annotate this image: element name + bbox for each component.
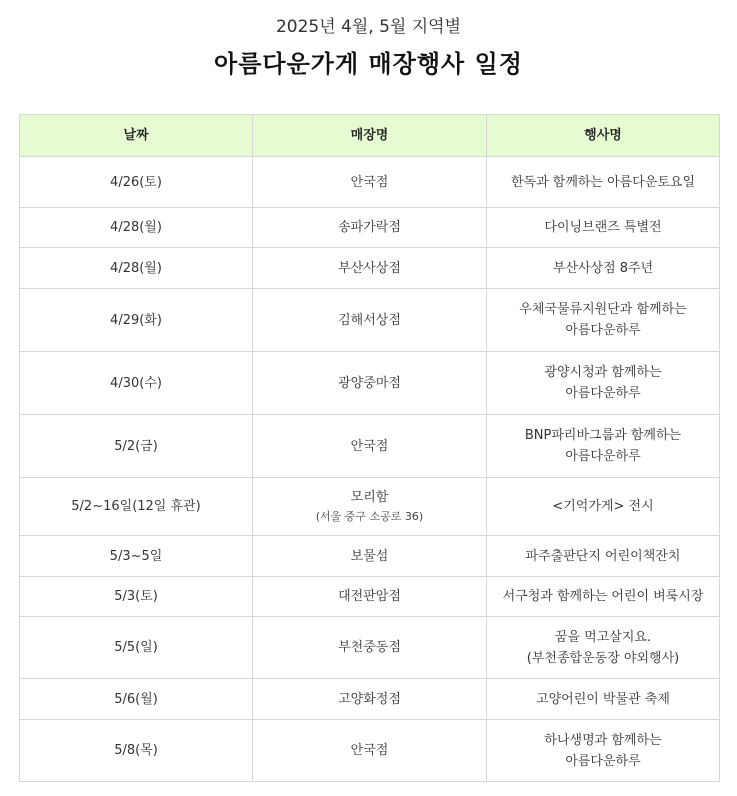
table-row — [20, 679, 720, 720]
table-row — [20, 478, 720, 536]
cell-event — [487, 208, 720, 248]
cell-date: 5/2~16일(12일 휴관) — [20, 478, 253, 536]
store-name: 광양중마점 — [338, 375, 401, 391]
schedule-table — [19, 114, 720, 782]
table-row — [20, 157, 720, 208]
table-header-row — [20, 115, 720, 157]
cell-store — [253, 720, 487, 782]
cell-date: 4/28(월) — [20, 248, 253, 289]
event-name-line1: 꿈을 먹고살지요. — [554, 629, 652, 645]
event-name-line1: 광양시청과 함께하는 — [544, 365, 662, 380]
cell-date: 5/3~5일 — [20, 536, 253, 577]
event-name-line1: 서구청과 함께하는 어린이 벼룩시장 — [502, 589, 704, 604]
cell-date: 5/8(목) — [20, 720, 253, 782]
cell-store — [253, 208, 487, 248]
event-name-line2: 아름다운하루 — [565, 323, 641, 338]
store-address: (서울 중구 소공로 36) — [315, 510, 424, 523]
table-row — [20, 289, 720, 352]
cell-date: 4/30(수) — [20, 352, 253, 415]
cell-store — [253, 352, 487, 415]
table-row — [20, 720, 720, 782]
table-row — [20, 577, 720, 617]
store-name: 고양화정점 — [338, 691, 401, 707]
cell-event — [487, 679, 720, 720]
store-name: 안국점 — [350, 438, 389, 454]
event-name-line1: 다이닝브랜즈 특별전 — [544, 220, 662, 235]
event-name-line1: BNP파리바그룹과 함께하는 — [524, 428, 682, 443]
cell-event — [487, 720, 720, 782]
table-row — [20, 208, 720, 248]
cell-event — [487, 157, 720, 208]
store-name: 보물섬 — [350, 548, 389, 564]
store-name: 모리함 — [350, 490, 389, 505]
cell-date: 5/5(일) — [20, 617, 253, 679]
cell-date: 4/29(화) — [20, 289, 253, 352]
cell-event — [487, 536, 720, 577]
cell-date: 5/6(월) — [20, 679, 253, 720]
cell-event — [487, 577, 720, 617]
page-title: 아름다운가게 매장행사 일정 — [214, 50, 523, 78]
event-name-line1: 파주출판단지 어린이책잔치 — [525, 548, 681, 564]
cell-store — [253, 577, 487, 617]
cell-store — [253, 248, 487, 289]
store-name: 대전판암점 — [338, 589, 401, 604]
cell-store — [253, 289, 487, 352]
cell-store — [253, 536, 487, 577]
cell-date: 5/3(토) — [20, 577, 253, 617]
page-subtitle: 2025년 4월, 5월 지역별 — [275, 17, 462, 37]
store-name: 부천중동점 — [338, 640, 401, 655]
cell-store — [253, 157, 487, 208]
cell-event — [487, 478, 720, 536]
table-row — [20, 248, 720, 289]
event-name-line2: 아름다운하루 — [565, 753, 641, 769]
event-name-line2: 아름다운하루 — [565, 386, 641, 401]
column-header-store: 매장명 — [253, 115, 487, 157]
table-row — [20, 415, 720, 478]
table-row — [20, 352, 720, 415]
event-name-line1: <기억가게> 전시 — [552, 499, 654, 514]
cell-event — [487, 289, 720, 352]
cell-date: 5/2(금) — [20, 415, 253, 478]
table-row — [20, 617, 720, 679]
event-name-line2: (부천종합운동장 야외행사) — [526, 650, 680, 666]
event-name-line1: 한독과 함께하는 아름다운토요일 — [510, 174, 696, 190]
column-header-date: 날짜 — [20, 115, 253, 157]
cell-store — [253, 478, 487, 536]
event-name-line1: 우체국물류지원단과 함께하는 — [519, 302, 687, 317]
cell-event — [487, 248, 720, 289]
cell-date: 4/26(토) — [20, 157, 253, 208]
cell-date: 4/28(월) — [20, 208, 253, 248]
store-name: 안국점 — [350, 174, 389, 190]
event-name-line1: 부산사상점 8주년 — [552, 260, 654, 276]
table-row — [20, 536, 720, 577]
cell-event — [487, 352, 720, 415]
event-name-line2: 아름다운하루 — [565, 449, 641, 464]
event-name-line1: 하나생명과 함께하는 — [544, 732, 662, 748]
event-name-line1: 고양어린이 박물관 축제 — [536, 691, 670, 707]
store-name: 안국점 — [350, 743, 389, 758]
cell-store — [253, 617, 487, 679]
cell-event — [487, 617, 720, 679]
store-name: 부산사상점 — [338, 260, 401, 276]
cell-store — [253, 679, 487, 720]
store-name: 김해서상점 — [338, 312, 401, 328]
column-header-event: 행사명 — [487, 115, 720, 157]
cell-store — [253, 415, 487, 478]
cell-event — [487, 415, 720, 478]
store-name: 송파가락점 — [338, 220, 401, 235]
